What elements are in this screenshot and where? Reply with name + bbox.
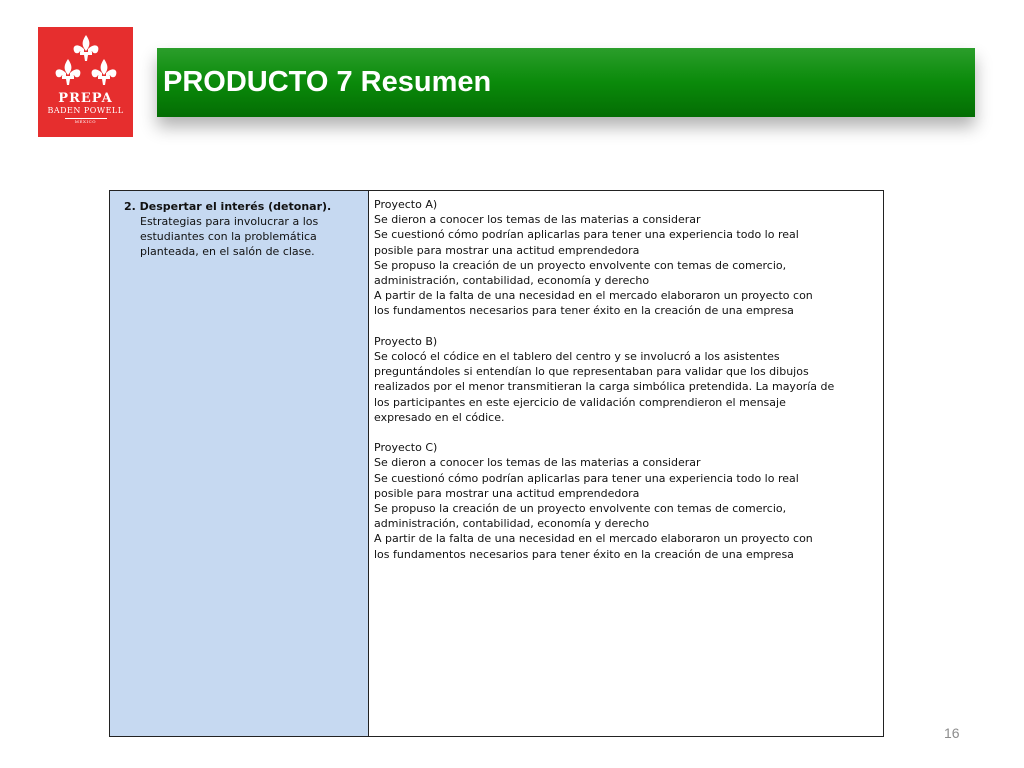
project-a-line: Se cuestionó cómo podrían aplicarlas para tener una experiencia todo lo real [374,228,799,242]
project-c-line: Se cuestionó cómo podrían aplicarlas para tener una experiencia todo lo real [374,471,799,485]
project-a-line: posible para mostrar una actitud emprendedora [374,243,640,257]
project-b-line: preguntándoles si entendían lo que representaban para validar que los dibujos [374,365,809,379]
project-b-section [374,334,882,425]
project-c-line: A partir de la falta de una necesidad en el mercado elaboraron un proyecto con [374,532,813,546]
project-a-line: administración, contabilidad, economía y derecho [374,274,650,288]
project-c-line: administración, contabilidad, economía y derecho [374,517,650,531]
project-c-heading: Proyecto C) [374,441,438,455]
logo-city: MÉXICO [65,118,107,125]
right-column-text [374,197,882,577]
left-column-text [124,199,360,259]
project-b-line: expresado en el códice. [374,410,505,424]
fleur-de-lis-icon [51,33,121,91]
project-a-line: los fundamentos necesarios para tener éxito en la creación de una empresa [374,304,794,318]
project-c-line: Se dieron a conocer los temas de las materias a considerar [374,456,701,470]
project-b-line: los participantes en este ejercicio de validación comprendieron el mensaje [374,395,786,409]
step-description [124,214,360,259]
step-description-line: planteada, en el salón de clase. [140,245,315,258]
step-description-line: estudiantes con la problemática [140,230,317,243]
project-a-line: A partir de la falta de una necesidad en el mercado elaboraron un proyecto con [374,289,813,303]
project-b-line: Se colocó el códice en el tablero del centro y se involucró a los asistentes [374,350,780,364]
project-a-section [374,197,882,319]
right-column [369,191,883,736]
project-c-line: los fundamentos necesarios para tener éxito en la creación de una empresa [374,547,794,561]
project-b-heading: Proyecto B) [374,334,438,348]
project-c-line: Se propuso la creación de un proyecto envolvente con temas de comercio, [374,502,787,516]
step-description-line: Estrategias para involucrar a los [140,215,319,228]
project-b-line: realizados por el menor transmitieran la carga simbólica pretendida. La mayoría de [374,380,835,394]
content-table [109,190,884,737]
logo-subtitle: BADEN POWELL [47,106,124,115]
step-heading: 2. Despertar el interés (detonar). [124,200,332,213]
project-c-section [374,440,882,562]
project-a-line: Se dieron a conocer los temas de las materias a considerar [374,213,701,227]
page-number: 16 [944,725,960,741]
project-a-line: Se propuso la creación de un proyecto envolvente con temas de comercio, [374,258,787,272]
left-column [110,191,369,736]
school-logo [38,27,133,137]
title-bar [157,48,975,117]
project-c-line: posible para mostrar una actitud emprendedora [374,486,640,500]
slide-title: PRODUCTO 7 Resumen [163,66,492,98]
project-a-heading: Proyecto A) [374,198,438,211]
logo-name: PREPA [58,91,113,106]
